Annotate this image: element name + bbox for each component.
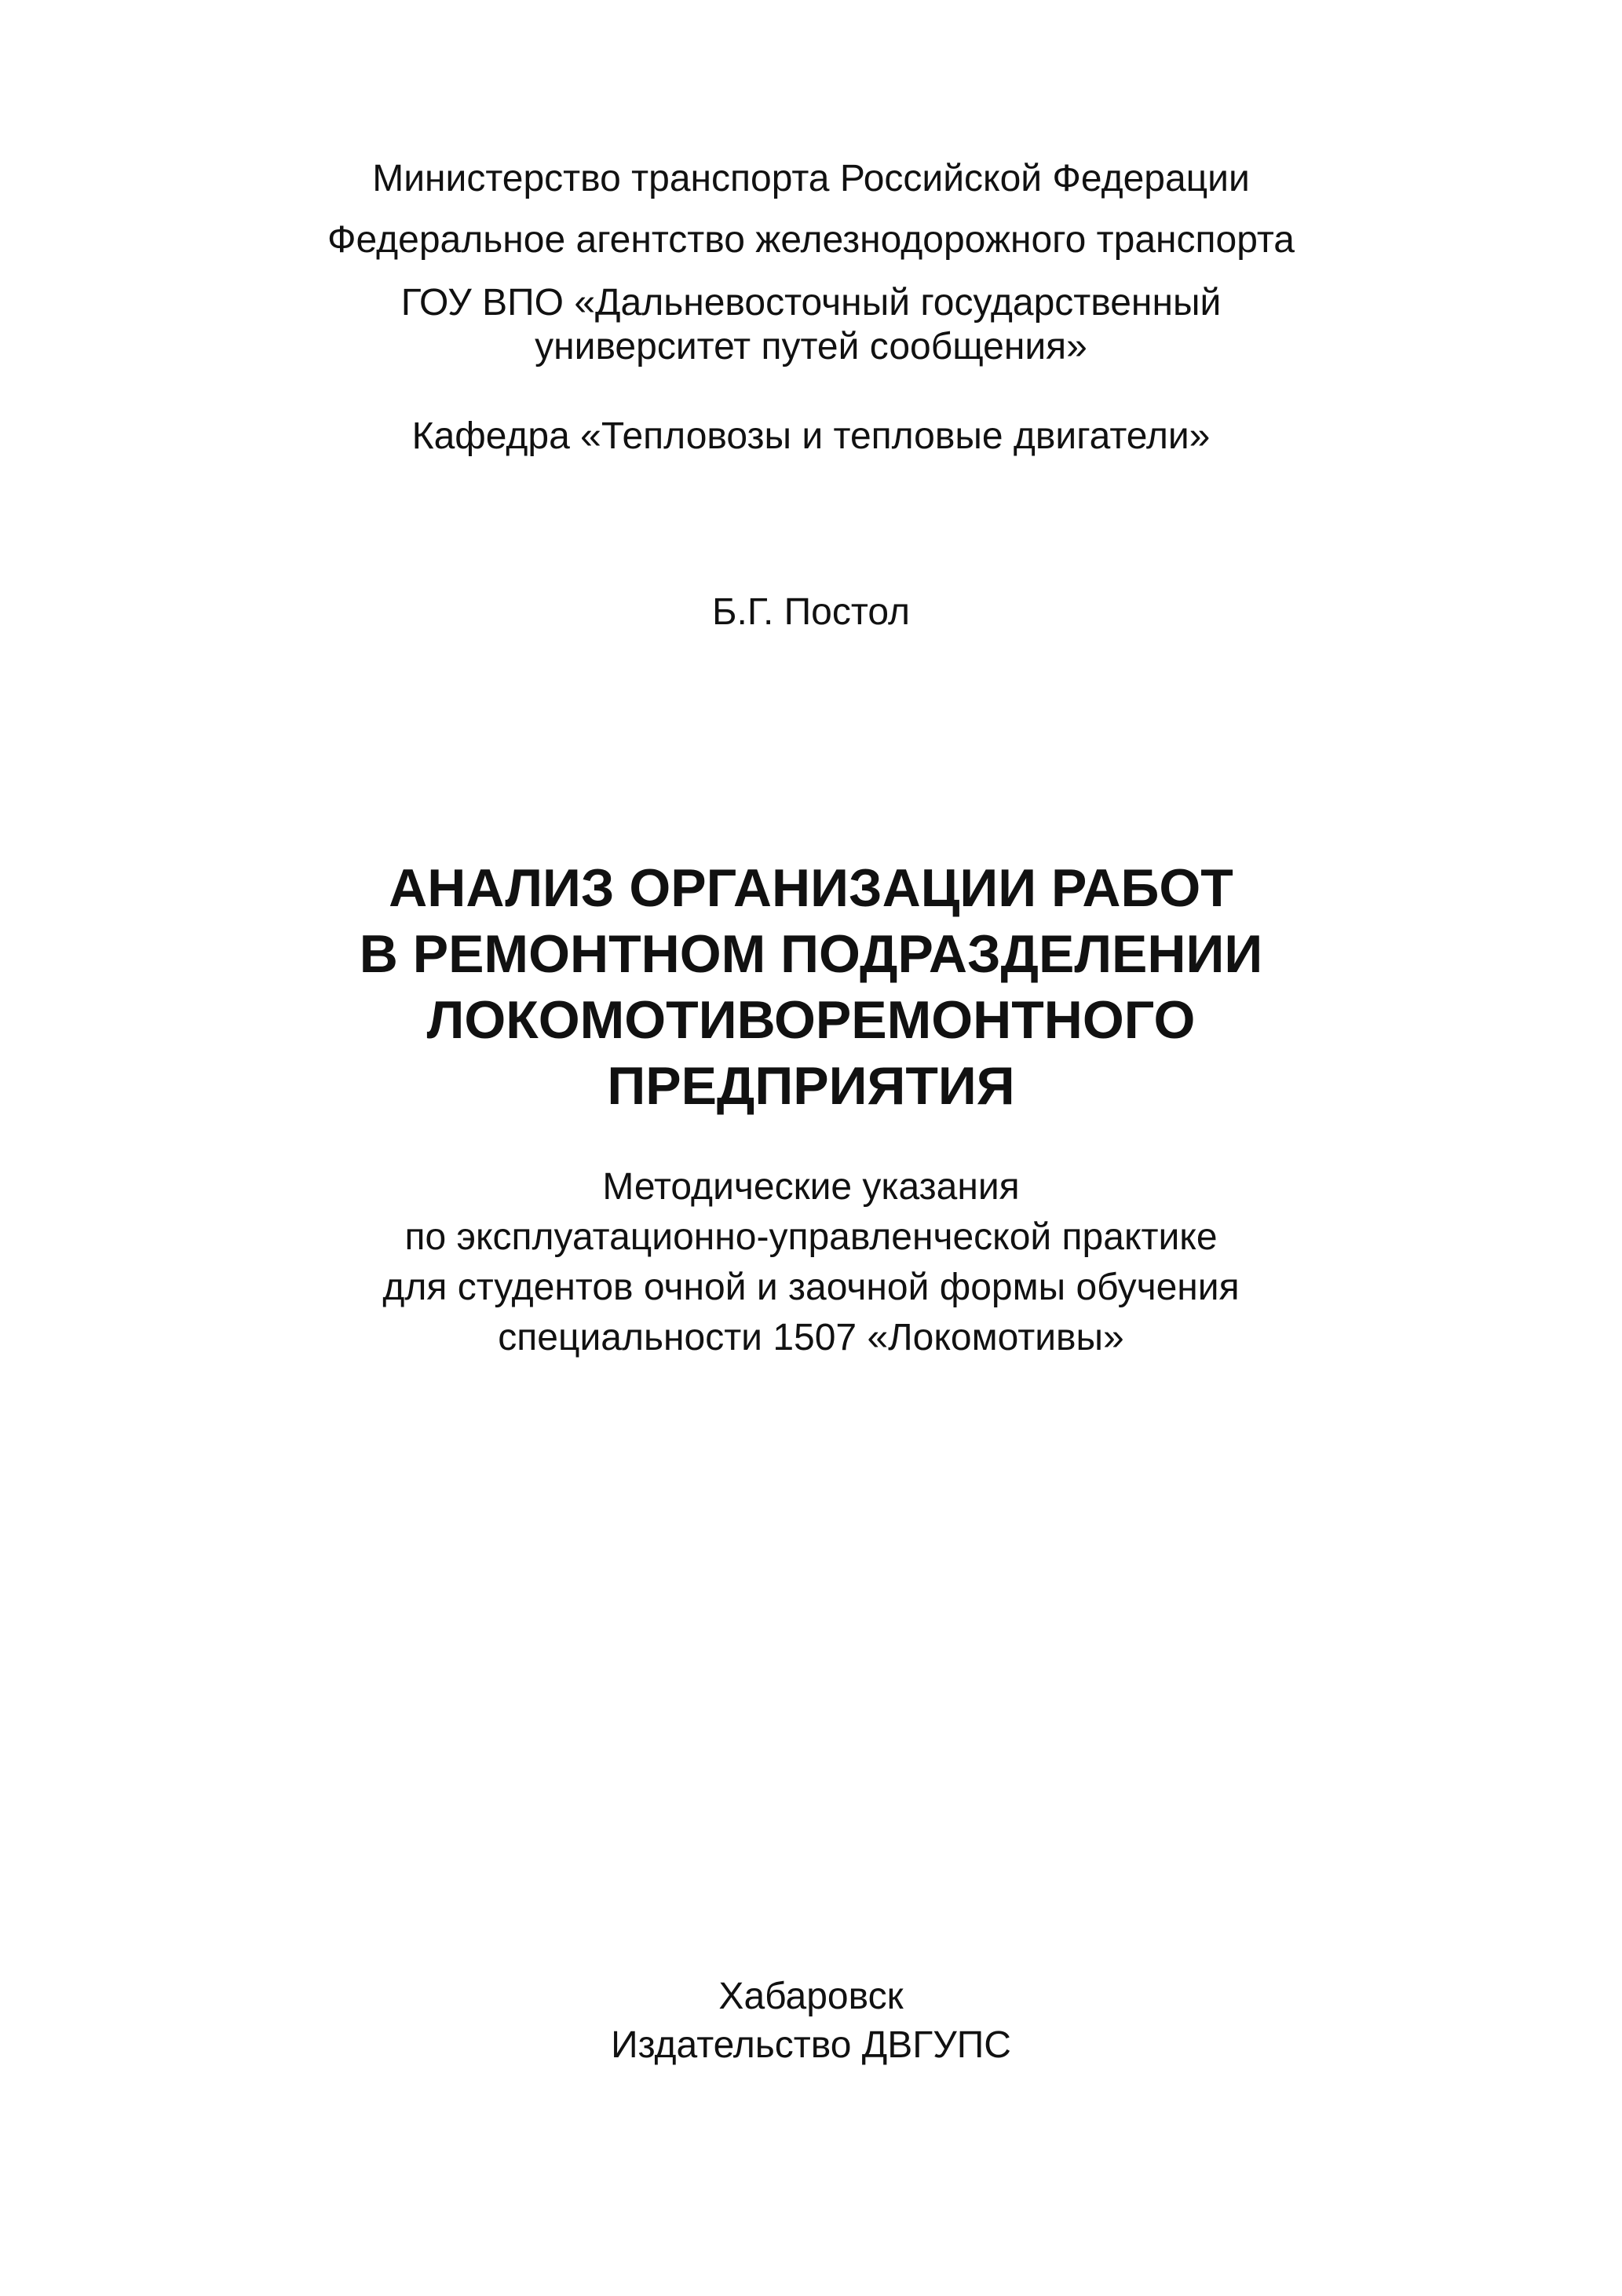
title-line-2: В РЕМОНТНОМ ПОДРАЗДЕЛЕНИИ	[359, 924, 1263, 984]
agency-line: Федеральное агентство железнодорожного транспорта	[327, 219, 1295, 261]
subtitle-line-3: для студентов очной и заочной формы обучения	[382, 1267, 1240, 1308]
subtitle-line-4: специальности 1507 «Локомотивы»	[498, 1317, 1124, 1358]
city-line: Хабаровск	[718, 1976, 904, 2017]
title-line-3: ЛОКОМОТИВОРЕМОНТНОГО	[426, 990, 1196, 1050]
subtitle-line-1: Методические указания	[602, 1166, 1020, 1208]
publisher-line: Издательство ДВГУПС	[611, 2024, 1011, 2066]
title-line-1: АНАЛИЗ ОРГАНИЗАЦИИ РАБОТ	[389, 858, 1233, 918]
subtitle-line-2: по эксплуатационно-управленческой практике	[404, 1216, 1218, 1258]
title-line-4: ПРЕДПРИЯТИЯ	[607, 1056, 1015, 1116]
ministry-line: Министерство транспорта Российской Федерации	[372, 158, 1250, 199]
university-line-1: ГОУ ВПО «Дальневосточный государственный	[400, 282, 1222, 324]
university-line-2: университет путей сообщения»	[535, 326, 1087, 367]
department-line: Кафедра «Тепловозы и тепловые двигатели»	[411, 415, 1211, 457]
author-name: Б.Г. Постол	[712, 591, 910, 633]
